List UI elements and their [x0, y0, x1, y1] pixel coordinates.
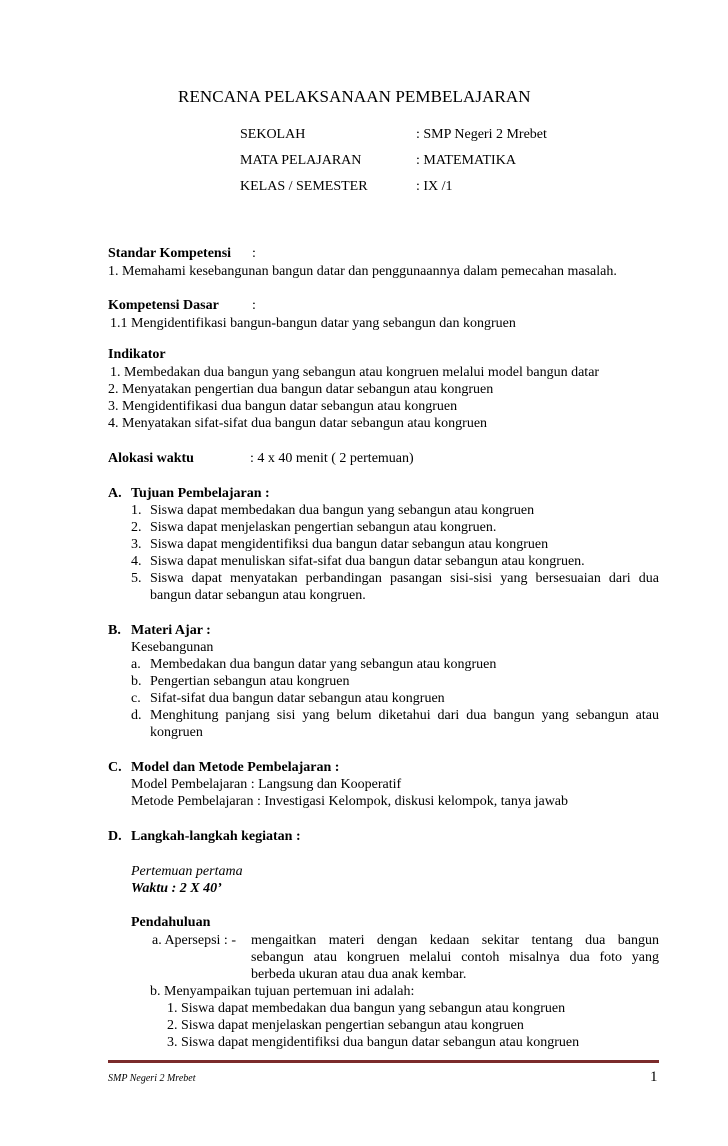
identity-value-mapel: : MATEMATIKA [416, 153, 516, 168]
apersepsi-line: mengaitkan materi dengan kedaan sekitar tentang dua bangun [251, 933, 659, 948]
indikator-item: 4. Menyatakan sifat-sifat dua bangun datar sebangun atau kongruen [108, 416, 488, 431]
identity-label-kelas: KELAS / SEMESTER [240, 179, 368, 194]
indikator-heading: Indikator [108, 347, 166, 362]
pertemuan-label: Pertemuan pertama [131, 864, 243, 879]
identity-value-kelas: : IX /1 [416, 179, 453, 194]
apersepsi-line: berbeda ukuran atau dua anak kembar. [251, 967, 467, 982]
section-b-num: a. [131, 657, 141, 672]
apersepsi-label: a. Apersepsi : - [152, 933, 236, 948]
section-a-num: 5. [131, 571, 142, 586]
section-a-num: 1. [131, 503, 142, 518]
sk-heading: Standar Kompetensi [108, 246, 232, 261]
section-a-item: Siswa dapat menjelaskan pengertian sebangun atau kongruen. [150, 520, 497, 535]
tujuan-label: b. Menyampaikan tujuan pertemuan ini adalah: [150, 984, 415, 999]
indikator-item: 1. Membedakan dua bangun yang sebangun atau kongruen melalui model bangun datar [110, 365, 600, 380]
section-a-num: 4. [131, 554, 142, 569]
section-c-heading: Model dan Metode Pembelajaran : [131, 760, 340, 775]
section-a-item: Siswa dapat mengidentifiksi dua bangun datar sebangun atau kongruen [150, 537, 549, 552]
section-c-metode: Metode Pembelajaran : Investigasi Kelompok, diskusi kelompok, tanya jawab [131, 794, 569, 809]
kd-colon: : [252, 298, 256, 313]
section-b-item-cont: kongruen [150, 725, 203, 740]
kd-text: 1.1 Mengidentifikasi bangun-bangun datar yang sebangun dan kongruen [110, 316, 516, 331]
section-a-item: Siswa dapat menyatakan perbandingan pasangan sisi-sisi yang bersesuaian dari dua [150, 571, 659, 586]
kd-heading: Kompetensi Dasar [108, 298, 219, 313]
alokasi-value: : 4 x 40 menit ( 2 pertemuan) [250, 451, 414, 466]
section-b-item: Menghitung panjang sisi yang belum diketahui dari dua bangun yang sebangun atau [150, 708, 659, 723]
footer-divider [108, 1060, 659, 1063]
sk-text: 1. Memahami kesebangunan bangun datar dan penggunaannya dalam pemecahan masalah. [108, 264, 617, 279]
section-b-letter: B. [108, 623, 121, 638]
waktu-label: Waktu : 2 X 40’ [131, 881, 222, 896]
section-c-model: Model Pembelajaran : Langsung dan Kooperatif [131, 777, 402, 792]
tujuan-item: 1. Siswa dapat membedakan dua bangun yang sebangun atau kongruen [167, 1001, 566, 1016]
page-number: 1 [650, 1069, 658, 1085]
indikator-item: 2. Menyatakan pengertian dua bangun datar sebangun atau kongruen [108, 382, 494, 397]
section-b-heading: Materi Ajar : [131, 623, 211, 638]
indikator-item: 3. Mengidentifikasi dua bangun datar sebangun atau kongruen [108, 399, 458, 414]
pendahuluan-heading: Pendahuluan [131, 915, 211, 930]
section-b-item: Sifat-sifat dua bangun datar sebangun atau kongruen [150, 691, 445, 706]
tujuan-item: 2. Siswa dapat menjelaskan pengertian sebangun atau kongruen [167, 1018, 524, 1033]
section-d-letter: D. [108, 829, 122, 844]
sk-colon: : [252, 246, 256, 261]
section-a-num: 3. [131, 537, 142, 552]
footer-school: SMP Negeri 2 Mrebet [108, 1073, 196, 1084]
section-c-letter: C. [108, 760, 122, 775]
section-b-item: Pengertian sebangun atau kongruen [150, 674, 350, 689]
section-a-letter: A. [108, 486, 122, 501]
section-a-num: 2. [131, 520, 142, 535]
section-a-heading: Tujuan Pembelajaran : [131, 486, 270, 501]
section-a-item-cont: bangun datar sebangun atau kongruen. [150, 588, 366, 603]
section-b-num: d. [131, 708, 142, 723]
page-title: RENCANA PELAKSANAAN PEMBELAJARAN [178, 87, 531, 106]
alokasi-heading: Alokasi waktu [108, 451, 194, 466]
section-b-item: Membedakan dua bangun datar yang sebangun atau kongruen [150, 657, 497, 672]
section-b-num: c. [131, 691, 141, 706]
identity-label-mapel: MATA PELAJARAN [240, 153, 362, 168]
identity-label-sekolah: SEKOLAH [240, 127, 306, 142]
section-b-num: b. [131, 674, 142, 689]
tujuan-item: 3. Siswa dapat mengidentifiksi dua bangun datar sebangun atau kongruen [167, 1035, 580, 1050]
section-b-subtitle: Kesebangunan [131, 640, 214, 655]
apersepsi-line: sebangun atau kongruen melalui contoh misalnya dua foto yang [251, 950, 659, 965]
section-a-item: Siswa dapat menuliskan sifat-sifat dua bangun datar sebangun atau kongruen. [150, 554, 585, 569]
identity-value-sekolah: : SMP Negeri 2 Mrebet [416, 127, 547, 142]
section-a-item: Siswa dapat membedakan dua bangun yang sebangun atau kongruen [150, 503, 535, 518]
section-d-heading: Langkah-langkah kegiatan : [131, 829, 301, 844]
